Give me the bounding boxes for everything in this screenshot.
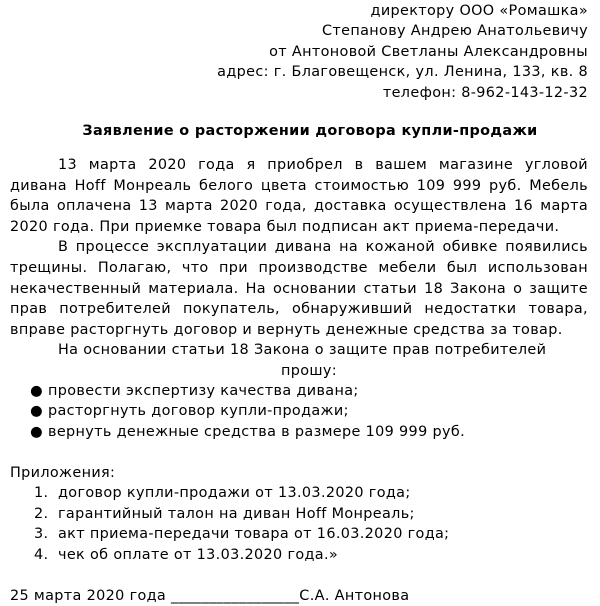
bullet-icon: ●	[30, 403, 43, 420]
signature-line: 25 марта 2020 года _________________С.А. Антонова	[10, 587, 410, 604]
attachment-number: 2.	[34, 505, 49, 522]
attachments-heading: Приложения:	[10, 464, 116, 481]
list-item	[10, 504, 588, 525]
sender-phone: телефон: 8-962-143-12-32	[382, 84, 588, 101]
paragraph-purchase: 13 марта 2020 года я приобрел в вашем магазине угловой дивана Hoff Монреаль белого цвета стоимостью 109 999 руб. Мебель была оплачена 13 марта 2020 года, доставка осуществлена 16 марта 2020 года. При приемке товара был подписан акт приема-передачи.	[10, 156, 588, 235]
list-item	[10, 422, 588, 443]
request-item-text: вернуть денежные средства в размере 109 999 руб.	[48, 424, 465, 441]
attachment-text: акт приема-передачи товара от 16.03.2020 года;	[58, 526, 450, 543]
attachment-text: чек об оплате от 13.03.2020 года.»	[58, 547, 339, 564]
request-item-text: расторгнуть договор купли-продажи;	[48, 403, 349, 420]
attachment-number: 3.	[34, 526, 49, 543]
list-item	[10, 524, 588, 545]
document-title: Заявление о расторжении договора купли-продажи	[82, 122, 538, 139]
basis-line: На основании статьи 18 Закона о защите прав потребителей	[58, 342, 547, 359]
list-item	[10, 381, 588, 402]
recipient-name: Степанову Андрею Анатольевичу	[322, 23, 588, 40]
paragraph-defect: В процессе эксплуатации дивана на кожаной обивке появились трещины. Полагаю, что при производстве мебели был использован некачественный материала. На основании статьи 18 Закона о защите прав потребителей покупатель, обнаруживший недостатки товара, вправе расторгнуть договор и вернуть денежные средства за товар.	[10, 239, 588, 338]
attachment-text: договор купли-продажи от 13.03.2020 года;	[58, 485, 411, 502]
list-item	[10, 401, 588, 422]
bullet-icon: ●	[30, 424, 43, 441]
list-item	[10, 483, 588, 504]
bullet-icon: ●	[30, 382, 43, 399]
attachment-text: гарантийный талон на диван Hoff Монреаль;	[58, 505, 415, 522]
attachment-number: 1.	[34, 485, 49, 502]
request-word: прошу:	[281, 362, 337, 379]
statement-document	[10, 0, 588, 606]
request-list	[10, 381, 588, 443]
attachments-list	[10, 483, 588, 565]
recipient-position: директору ООО «Ромашка»	[370, 3, 588, 19]
sender-address: адрес: г. Благовещенск, ул. Ленина, 133, кв. 8	[217, 64, 588, 81]
list-item	[10, 545, 588, 566]
attachment-number: 4.	[34, 547, 49, 564]
request-item-text: провести экспертизу качества дивана;	[48, 382, 359, 399]
sender-name: от Антоновой Светланы Александровны	[269, 43, 588, 60]
